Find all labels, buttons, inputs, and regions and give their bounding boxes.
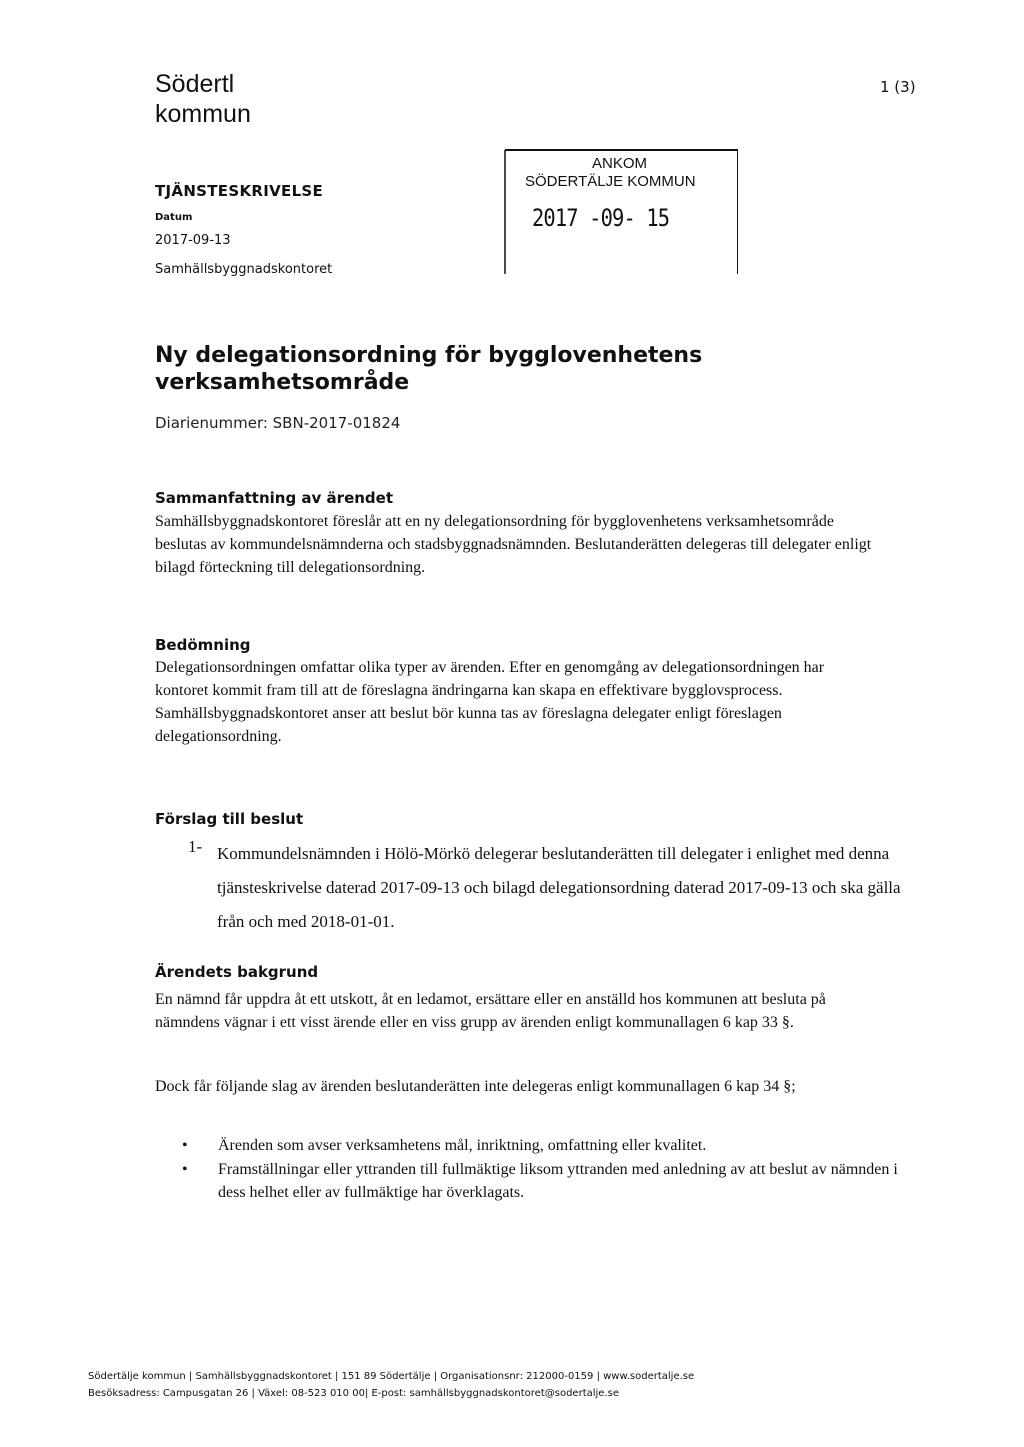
- footer-contact-line: Södertälje kommun | Samhällsbyggnadskontoret | 151 89 Södertälje | Organisationsnr: 212000-0159 | www.sodertalje.se: [88, 1371, 695, 1382]
- bullet-icon: •: [182, 1137, 188, 1154]
- bullet-icon: •: [182, 1161, 188, 1178]
- delegation-exceptions-text: Dock får följande slag av ärenden beslutanderätten inte delegeras enligt kommunallagen 6 kap 34 §;: [155, 1078, 796, 1095]
- department: Samhällsbyggnadskontoret: [155, 262, 333, 277]
- list-item: Ärenden som avser verksamhetens mål, inriktning, omfattning eller kvalitet.: [218, 1137, 707, 1154]
- stamp-date: 2017 -09- 15: [532, 204, 670, 232]
- page-number: 1 (3): [880, 78, 916, 96]
- proposal-heading: Förslag till beslut: [155, 810, 304, 828]
- assessment-text: Delegationsordningen omfattar olika typer av ärenden. Efter en genomgång av delegationsordningen har kontoret kommit fram till att de föreslagna ändringarna kan skapa en effektivare bygglovsprocess. Samhällsbyggnadskontoret anser att beslut bör kunna tas av föreslagna delegater enligt föreslagen delegationsordning.: [155, 659, 825, 745]
- summary-text: Samhällsbyggnadskontoret föreslår att en ny delegationsordning för bygglovenhetens verksamhetsområde beslutas av kommundelsnämnderna och stadsbyggnadsnämnden. Beslutanderätten delegeras till delegater enligt bilagd förteckning till delegationsordning.: [155, 513, 872, 576]
- stamp-organization: SÖDERTÄLJE KOMMUN: [525, 173, 696, 190]
- footer-address-line: Besöksadress: Campusgatan 26 | Växel: 08-523 010 00| E-post: samhällsbyggnadskontoret@sodertalje.se: [88, 1388, 619, 1399]
- background-heading: Ärendets bakgrund: [155, 963, 319, 981]
- summary-heading: Sammanfattning av ärendet: [155, 489, 394, 507]
- background-text: En nämnd får uppdra åt ett utskott, åt en ledamot, ersättare eller en anställd hos kommunen att besluta på nämndens vägnar i ett visst ärende eller en viss grupp av ärenden enligt kommunallagen 6 kap 33 §.: [155, 991, 826, 1031]
- proposal-text: Kommundelsnämnden i Hölö-Mörkö delegerar beslutanderätten till delegater i enlighet med denna tjänsteskrivelse daterad 2017-09-13 och bilagd delegationsordning daterad 2017-09-13 och ska gälla från och med 2018-01-01.: [217, 844, 901, 931]
- date-label: Datum: [155, 212, 193, 223]
- logo-line-2: kommun: [155, 100, 251, 128]
- date-value: 2017-09-13: [155, 233, 231, 248]
- assessment-heading: Bedömning: [155, 636, 251, 654]
- stamp-ankom: ANKOM: [592, 155, 648, 172]
- document-title: Ny delegationsordning för bygglovenhetens verksamhetsområde: [155, 343, 703, 395]
- logo-line-1: Södertl: [155, 70, 235, 98]
- document-type: TJÄNSTESKRIVELSE: [155, 182, 324, 200]
- list-item: Framställningar eller yttranden till fullmäktige liksom yttranden med anledning av att beslut av nämnden i dess helhet eller av fullmäktige har överklagats.: [218, 1161, 898, 1201]
- proposal-number: 1-: [188, 837, 203, 856]
- diarienummer: Diarienummer: SBN-2017-01824: [155, 414, 401, 432]
